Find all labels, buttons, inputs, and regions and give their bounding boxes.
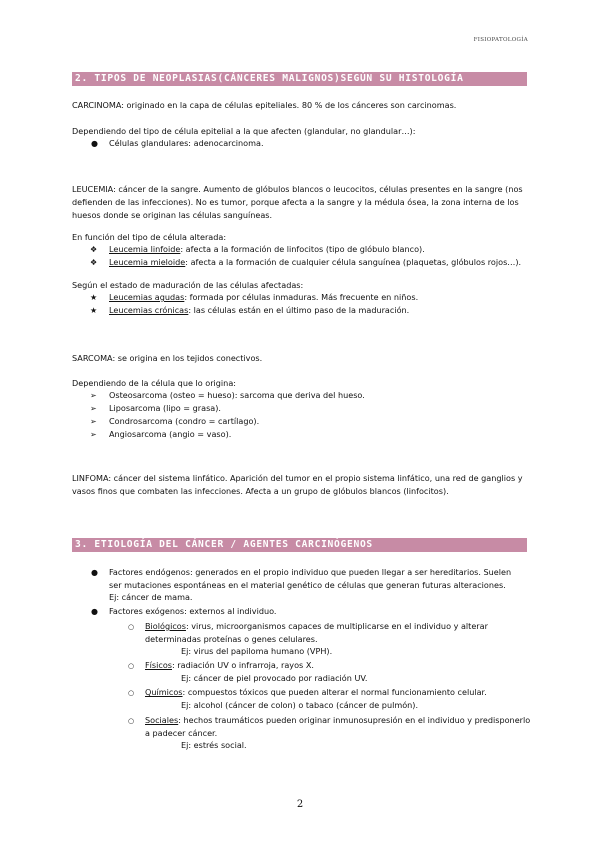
leucemia-type-desc: : afecta a la formación de linfocitos (tipo de glóbulo blanco). <box>180 244 425 254</box>
leucemia-stage-desc: : las células están en el último paso de la maduración. <box>188 305 410 315</box>
star-bullet-icon: ★ <box>90 306 98 315</box>
linfoma-line-2: vasos finos que combaten las infecciones. Afecta a un grupo de glóbulos blancos (linfocitos). <box>72 486 449 496</box>
leucemia-type-name: Leucemia linfoide <box>109 244 181 254</box>
list-item: Condrosarcoma (condro = cartílago). <box>109 416 260 426</box>
circle-bullet-icon: ○ <box>128 662 135 670</box>
arrow-bullet-icon: ➢ <box>90 391 97 400</box>
list-item <box>109 304 409 317</box>
list-item: Liposarcoma (lipo = grasa). <box>109 403 221 413</box>
exogeno-desc: : radiación UV o infrarroja, rayos X. <box>172 660 314 670</box>
endogenos-example: Ej: cáncer de mama. <box>109 592 193 602</box>
exogeno-example: Ej: virus del papiloma humano (VPH). <box>181 646 333 656</box>
list-item <box>145 620 488 633</box>
list-item <box>109 243 425 256</box>
exogeno-desc-line-2: a padecer cáncer. <box>145 728 218 738</box>
exogeno-desc: : virus, microorganismos capaces de multiplicarse en el individuo y alterar <box>185 621 488 631</box>
leucemia-type-desc: : afecta a la formación de cualquier célula sanguínea (plaquetas, glóbulos rojos…). <box>185 257 522 267</box>
leucemia-intro-maduracion: Según el estado de maduración de las células afectadas: <box>72 280 304 290</box>
exogeno-name: Químicos <box>145 687 183 697</box>
leucemia-stage-name: Leucemias crónicas <box>109 305 189 315</box>
diamond-bullet-icon: ❖ <box>90 258 98 267</box>
exogenos-label: Factores exógenos: externos al individuo. <box>109 606 277 616</box>
section-title-etiologia: 3. ETIOLOGÍA DEL CÁNCER / AGENTES CARCINÓGENOS <box>72 538 527 552</box>
carcinoma-term: CARCINOMA <box>72 100 122 110</box>
sarcoma-definition <box>72 352 262 365</box>
endogenos-line-1: Factores endógenos: generados en el propio individuo que pueden llegar a ser hereditarios. Suelen <box>109 567 512 577</box>
leucemia-type-name: Leucemia mieloide <box>109 257 186 267</box>
star-bullet-icon: ★ <box>90 293 98 302</box>
leucemia-term: LEUCEMIA <box>72 184 114 194</box>
carcinoma-text: : originado en la capa de células epiteliales. 80 % de los cánceres son carcinomas. <box>121 100 457 110</box>
list-item: Angiosarcoma (angio = vaso). <box>109 429 232 439</box>
leucemia-stage-desc: : formada por células inmaduras. Más frecuente en niños. <box>184 292 419 302</box>
section-title-tipos-neoplasias: 2. TIPOS DE NEOPLASIAS(CÁNCERES MALIGNOS)SEGÚN SU HISTOLOGÍA <box>72 72 527 86</box>
exogeno-example: Ej: estrés social. <box>181 740 247 750</box>
bullet-dot-icon: ● <box>91 568 98 577</box>
leucemia-line-1 <box>72 183 523 196</box>
linfoma-line-1 <box>72 472 523 485</box>
leucemia-stage-name: Leucemias agudas <box>109 292 185 302</box>
linfoma-term: LINFOMA <box>72 473 109 483</box>
list-item <box>109 291 418 304</box>
exogeno-name: Sociales <box>145 715 179 725</box>
sarcoma-intro: Dependiendo de la célula que lo origina: <box>72 378 237 388</box>
list-item <box>109 256 521 269</box>
list-item <box>145 659 314 672</box>
carcinoma-definition <box>72 99 456 112</box>
list-item: Células glandulares: adenocarcinoma. <box>109 138 264 148</box>
list-item <box>145 686 487 699</box>
page-number: 2 <box>296 799 304 810</box>
linfoma-text: : cáncer del sistema linfático. Aparición del tumor en el propio sistema linfático, una red de ganglios y <box>108 473 523 483</box>
sarcoma-term: SARCOMA <box>72 353 113 363</box>
exogeno-desc-line-2: determinadas proteínas o genes celulares. <box>145 634 318 644</box>
page-header-subject: FISIOPATOLOGÍA <box>473 37 528 43</box>
leucemia-line-3: huesos donde se originan las células sanguíneas. <box>72 210 273 220</box>
bullet-dot-icon: ● <box>91 139 98 148</box>
endogenos-line-2: ser mutaciones espontáneas en el material genético de células que generan futuras alteraciones. <box>109 580 506 590</box>
circle-bullet-icon: ○ <box>128 717 135 725</box>
diamond-bullet-icon: ❖ <box>90 245 98 254</box>
arrow-bullet-icon: ➢ <box>90 417 97 426</box>
leucemia-line-2: defienden de las infecciones). No es tumor, porque afecta a la sangre y la médula ósea, la zona interna de los <box>72 197 519 207</box>
list-item: Osteosarcoma (osteo = hueso): sarcoma que deriva del hueso. <box>109 390 365 400</box>
exogeno-desc: : hechos traumáticos pueden originar inmunosupresión en el individuo y predisponerlo <box>178 715 531 725</box>
arrow-bullet-icon: ➢ <box>90 404 97 413</box>
exogeno-example: Ej: alcohol (cáncer de colon) o tabaco (cáncer de pulmón). <box>181 700 419 710</box>
circle-bullet-icon: ○ <box>128 623 135 631</box>
exogeno-name: Biológicos <box>145 621 186 631</box>
list-item <box>145 714 530 727</box>
leucemia-intro-tipo: En función del tipo de célula alterada: <box>72 232 227 242</box>
exogeno-desc: : compuestos tóxicos que pueden alterar el normal funcionamiento celular. <box>182 687 487 697</box>
circle-bullet-icon: ○ <box>128 689 135 697</box>
exogeno-name: Físicos <box>145 660 172 670</box>
bullet-dot-icon: ● <box>91 607 98 616</box>
leucemia-text: : cáncer de la sangre. Aumento de glóbulos blancos o leucocitos, células presentes en la sangre (nos <box>113 184 523 194</box>
exogeno-example: Ej: cáncer de piel provocado por radiación UV. <box>181 673 368 683</box>
arrow-bullet-icon: ➢ <box>90 430 97 439</box>
carcinoma-intro: Dependiendo del tipo de célula epitelial a la que afecten (glandular, no glandular…): <box>72 126 416 136</box>
sarcoma-text: : se origina en los tejidos conectivos. <box>112 353 263 363</box>
